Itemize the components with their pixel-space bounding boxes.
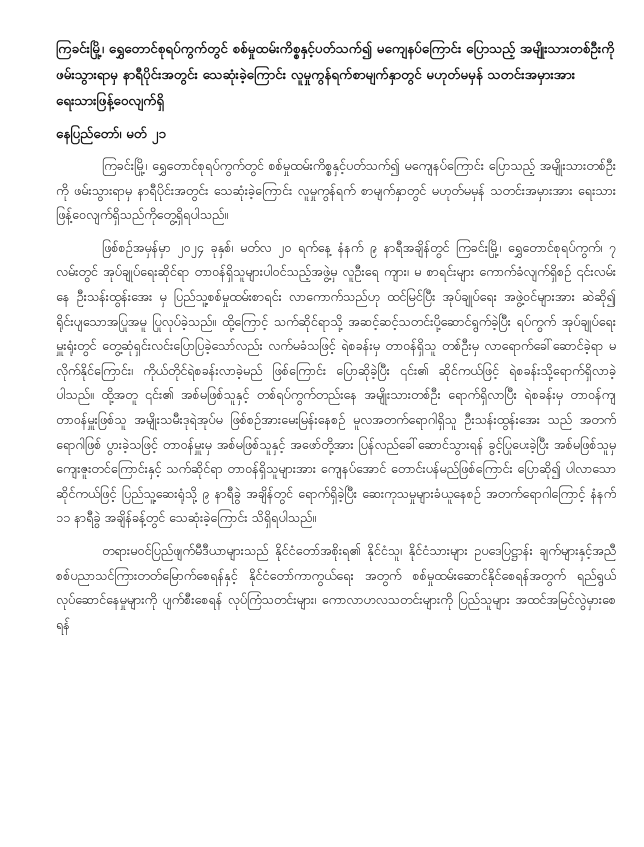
article-paragraph-1: ကြခင်းမြို့၊ ရွှေတောင်စုရပ်ကွက်တွင် စစ်မှုထမ်းကိစ္စနှင့်ပတ်သက်၍ မကျေနပ်ကြောင်း ပြောသည့် အမျိုးသားတစ်ဦးကို ဖမ်းသွားရာမှ နာရီပိုင်းအတွင်း သေဆုံးခဲ့ကြောင်း လူမှုကွန်ရက် စာမျက်နှာတွင် မဟုတ်မမှန် သတင်းအမှားအား ရေးသား ဖြန့်ဝေလျက်ရှိသည်ကိုတွေ့ရှိရပါသည်။: [56, 158, 616, 223]
article-paragraph-3: တရားမဝင်ပြည်ဖျက်မီဒီယာများသည် နိုင်ငံတော်အစိုးရ၏ နိုင်ငံသူ၊ နိုင်ငံသားများ ဥပဒေပြဋ္ဌာန်း ချက်များနှင့်အညီ စစ်ပညာသင်ကြားတတ်မြောက်စေရန်နှင့် နိုင်ငံတော်ကာကွယ်ရေး အတွက် စစ်မှုထမ်းဆောင်နိုင်စေရန်အတွက် ရည်ရွယ်လုပ်ဆောင်နေမှုများကို ပျက်စီးစေရန် လုပ်ကြံသတင်းများ၊ ကောလာဟလသတင်းများကို ပြည်သူများ အထင်အမြင်လွဲမှားစေရန်: [56, 542, 616, 632]
article-headline: ကြခင်းမြို့၊ ရွှေတောင်စုရပ်ကွက်တွင် စစ်မှုထမ်းကိစ္စနှင့်ပတ်သက်၍ မကျေနပ်ကြောင်း ပြောသည့် အမျိုးသားတစ်ဦးကို ဖမ်းသွားရာမှ နာရီပိုင်းအတွင်း သေဆုံးခဲ့ကြောင်း လူမှုကွန်ရက်စာမျက်နှာတွင် မဟုတ်မမှန် သတင်းအမှားအား ရေးသားဖြန့်ဝေလျက်ရှိ: [56, 41, 615, 109]
document-page: [56, 36, 616, 836]
article-dateline: နေပြည်တော်၊ မတ် ၂၁: [56, 126, 166, 142]
article-paragraph-2: ဖြစ်စဉ်အမှန်မှာ ၂၀၂၄ ခုနှစ်၊ မတ်လ ၂၀ ရက်နေ့ နံနက် ၉ နာရီအချိန်တွင် ကြခင်းမြို့၊ ရွှေတောင်စုရပ်ကွက်၊ ၇ လမ်းတွင် အုပ်ချုပ်ရေးဆိုင်ရာ တာဝန်ရှိသူများပါဝင်သည့်အဖွဲ့မှ လူဦးရေ ကျား၊ မ စာရင်းများ ကောက်ခံလျက်ရှိစဉ် ၎င်းလမ်းနေ ဦးသန်းထွန်းအေး မှ ပြည်သူ့စစ်မှုထမ်းစာရင်း လာကောက်သည်ဟု ထင်မြင်ပြီး အုပ်ချုပ်ရေး အဖွဲ့ဝင်များအား ဆဲဆို၍ ရိုင်းပျသောအပြုအမူ ပြုလုပ်ခဲ့သည်။ ထို့ကြောင့် သက်ဆိုင်ရာသို့ အဆင့်ဆင့်သတင်းပို့ဆောင်ရွက်ခဲ့ပြီး ရပ်ကွက် အုပ်ချုပ်ရေးမှူးရုံးတွင် တွေ့ဆုံရှင်းလင်းပြောပြခဲ့သော်လည်း လက်မခံသဖြင့် ရဲစခန်းမှ တာဝန်ရှိသူ တစ်ဦးမှ လာရောက်ခေါ်ဆောင်ခဲ့ရာ မလိုက်နိုင်ကြောင်း၊ ကိုယ်တိုင်ရဲစခန်းလာခဲ့မည် ဖြစ်ကြောင်း ပြောဆိုခဲ့ပြီး ၎င်း၏ ဆိုင်ကယ်ဖြင့် ရဲစခန်းသို့ရောက်ရှိလာခဲ့ပါသည်။ ထို့အတူ ၎င်း၏ အစ်မဖြစ်သူနှင့် တစ်ရပ်ကွက်တည်းနေ အမျိုးသားတစ်ဦး ရောက်ရှိလာပြီး ရဲစခန်းမှ တာဝန်ကျ တာဝန်မှူးဖြစ်သူ အမျိုးသမီးဒုရဲအုပ်မ ဖြစ်စဉ်အားမေးမြန်းနေစဉ် မူလအတက်ရောဂါရှိသူ ဦးသန်းထွန်းအေး သည် အတက်ရောဂါဖြစ် ပွားခဲ့သဖြင့် တာဝန်မှူးမှ အစ်မဖြစ်သူနှင့် အဖော်တို့အား ပြန်လည်ခေါ်ဆောင်သွားရန် ခွင့်ပြုပေးခဲ့ပြီး အစ်မဖြစ်သူမှ ကျေးဇူးတင်ကြောင်းနှင့် သက်ဆိုင်ရာ တာဝန်ရှိသူများအား ကျေနပ်အောင် တောင်းပန်မည်ဖြစ်ကြောင်း ပြောဆို၍ ပါလာသော ဆိုင်ကယ်ဖြင့် ပြည်သူ့ဆေးရုံသို့ ၉ နာရီခွဲ အချိန်တွင် ရောက်ရှိခဲ့ပြီး ဆေးကုသမှုများခံယူနေစဉ် အတက်ရောဂါကြောင့် နံနက် ၁၁ နာရီခွဲ အချိန်ခန့်တွင် သေဆုံးခဲ့ကြောင်း သိရှိရပါသည်။: [56, 239, 616, 526]
